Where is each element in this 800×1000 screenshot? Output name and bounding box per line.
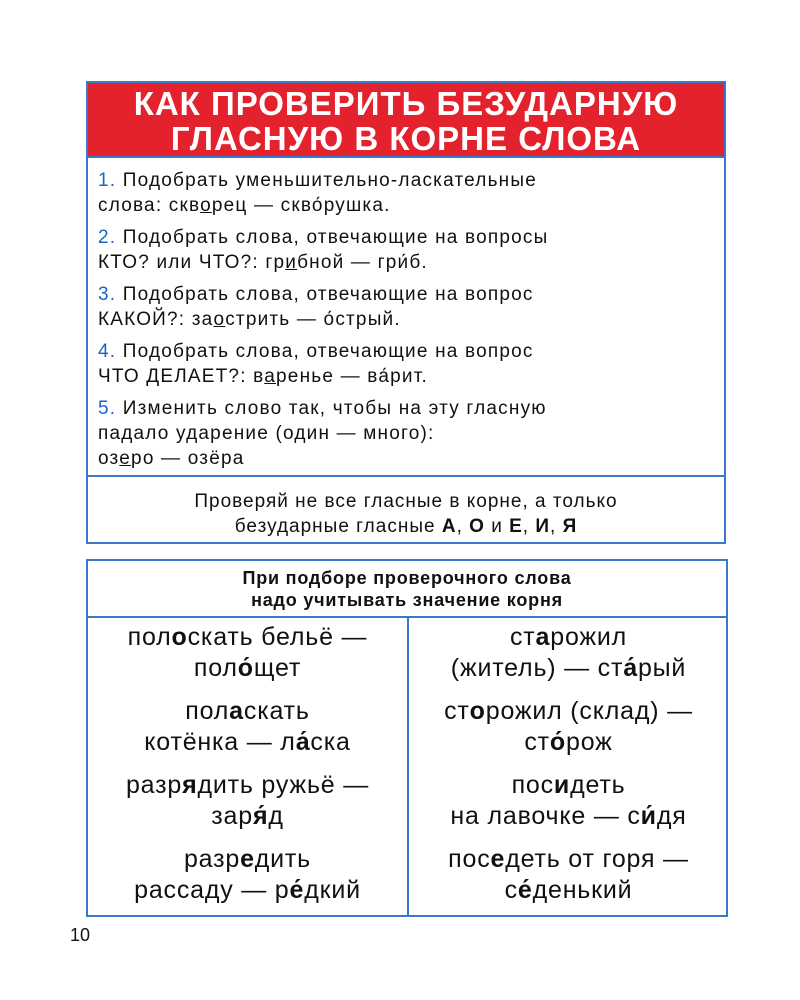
text-fragment: дить ружьё —: [197, 771, 370, 799]
text-fragment: е: [490, 845, 506, 873]
text-fragment: зар: [211, 802, 253, 830]
vowel-note: [88, 477, 724, 539]
text-fragment: рец — скво́рушка.: [211, 195, 391, 216]
rule-item-2: [98, 225, 714, 275]
text-fragment: деть от горя —: [505, 845, 689, 873]
text-fragment: д: [268, 802, 284, 830]
text-fragment: ,: [522, 516, 530, 537]
text-fragment: безударные гласные: [234, 516, 442, 537]
text-fragment: ст: [524, 728, 550, 756]
examples-table: [88, 618, 726, 915]
text-fragment: пос: [448, 845, 491, 873]
text-fragment: о: [200, 195, 212, 216]
text-fragment: котёнка — л: [144, 728, 296, 756]
text-fragment: и: [553, 771, 571, 799]
title-line-2: ГЛАСНУЮ В КОРНЕ СЛОВА: [170, 120, 642, 157]
text-fragment: Проверяй не все гласные в корне, а только: [194, 491, 618, 512]
text-fragment: ,: [550, 516, 557, 537]
text-fragment: ЧТО ДЕЛАЕТ?: в: [98, 366, 265, 387]
example-cell: [88, 766, 407, 840]
text-fragment: КАКОЙ?: за: [98, 309, 214, 330]
text-fragment: ст: [444, 697, 470, 725]
text-fragment: рожил (склад) —: [485, 697, 693, 725]
rule-item-4: [98, 339, 714, 389]
text-fragment: а́: [295, 728, 311, 756]
text-fragment: скать: [243, 697, 310, 725]
text-fragment: пос: [511, 771, 554, 799]
text-fragment: ска: [310, 728, 351, 756]
right-column: [409, 618, 728, 914]
text-fragment: на лавочке — с: [450, 802, 641, 830]
text-fragment: а́: [623, 654, 638, 682]
text-fragment: и: [491, 516, 503, 537]
rule-number: 1.: [98, 170, 117, 191]
rule-number: 5.: [98, 398, 117, 419]
text-fragment: рож: [565, 728, 613, 756]
text-fragment: А: [441, 516, 457, 537]
text-fragment: разр: [125, 771, 183, 799]
page-number: 10: [70, 925, 91, 945]
text-fragment: КТО? или ЧТО?: гр: [98, 252, 286, 273]
text-fragment: а: [264, 366, 277, 387]
rules-list: [88, 158, 724, 477]
text-fragment: я́: [252, 802, 269, 830]
text-fragment: дя: [656, 802, 687, 830]
left-column: [88, 618, 407, 914]
text-fragment: е: [240, 845, 255, 873]
text-fragment: ренье — ва́рит.: [276, 366, 428, 387]
text-fragment: о: [213, 309, 226, 330]
text-fragment: скать бельё —: [187, 623, 368, 651]
examples-header: [88, 561, 726, 618]
text-fragment: ,: [456, 516, 463, 537]
text-fragment: Е: [509, 516, 523, 537]
text-fragment: падало ударение (один — много):: [98, 423, 435, 444]
text-fragment: стрить — о́стрый.: [225, 309, 401, 330]
text-fragment: е́: [517, 876, 533, 904]
example-cell: [409, 692, 728, 766]
text-fragment: о́: [237, 654, 254, 682]
text-fragment: надо учитывать значение корня: [251, 590, 563, 610]
text-fragment: деть: [570, 771, 626, 799]
title-line-1: КАК ПРОВЕРИТЬ БЕЗУДАРНУЮ: [133, 85, 679, 122]
text-fragment: Я: [562, 516, 578, 537]
text-fragment: Подобрать слова, отвечающие на вопросы: [122, 227, 549, 248]
text-fragment: с: [504, 876, 518, 904]
text-fragment: пол: [185, 697, 230, 725]
examples-card: [86, 559, 728, 917]
text-fragment: а: [229, 697, 244, 725]
text-fragment: дить: [254, 845, 312, 873]
text-fragment: ро — озёра: [131, 448, 245, 469]
text-fragment: ст: [509, 623, 536, 651]
text-fragment: И: [535, 516, 550, 537]
text-fragment: пол: [127, 623, 172, 651]
text-fragment: щет: [253, 654, 302, 682]
text-fragment: При подборе проверочного слова: [242, 568, 572, 588]
text-fragment: е́: [289, 876, 305, 904]
text-fragment: о: [171, 623, 188, 651]
rule-number: 2.: [98, 227, 117, 248]
text-fragment: и: [285, 252, 298, 273]
text-fragment: Подобрать слова, отвечающие на вопрос: [122, 341, 534, 362]
text-fragment: а: [535, 623, 551, 651]
example-cell: [409, 618, 728, 692]
rules-card: [86, 81, 726, 544]
text-fragment: пол: [193, 654, 238, 682]
example-cell: [88, 840, 407, 914]
text-fragment: о́: [549, 728, 566, 756]
text-fragment: и́: [640, 802, 657, 830]
example-cell: [88, 692, 407, 766]
example-cell: [88, 618, 407, 692]
text-fragment: (житель) — ст: [450, 654, 624, 682]
text-fragment: дкий: [304, 876, 361, 904]
example-cell: [409, 766, 728, 840]
text-fragment: денький: [532, 876, 633, 904]
rule-number: 4.: [98, 341, 117, 362]
example-cell: [409, 840, 728, 914]
text-fragment: бной — гри́б.: [297, 252, 428, 273]
text-fragment: Подобрать уменьшительно-ласкательные: [122, 170, 537, 191]
text-fragment: я: [182, 771, 198, 799]
text-fragment: Изменить слово так, чтобы на эту гласную: [122, 398, 547, 419]
rule-number: 3.: [98, 284, 117, 305]
text-fragment: Подобрать слова, отвечающие на вопрос: [122, 284, 534, 305]
text-fragment: е: [119, 448, 132, 469]
text-fragment: разр: [183, 845, 241, 873]
text-fragment: слова: скв: [98, 195, 201, 216]
text-fragment: рый: [637, 654, 687, 682]
text-fragment: рассаду — р: [134, 876, 290, 904]
card-title: [88, 83, 724, 158]
text-fragment: О: [469, 516, 485, 537]
text-fragment: оз: [98, 448, 120, 469]
rule-item-5: [98, 396, 714, 471]
rule-item-1: [98, 168, 714, 218]
text-fragment: о: [469, 697, 486, 725]
text-fragment: рожил: [550, 623, 628, 651]
rule-item-3: [98, 282, 714, 332]
